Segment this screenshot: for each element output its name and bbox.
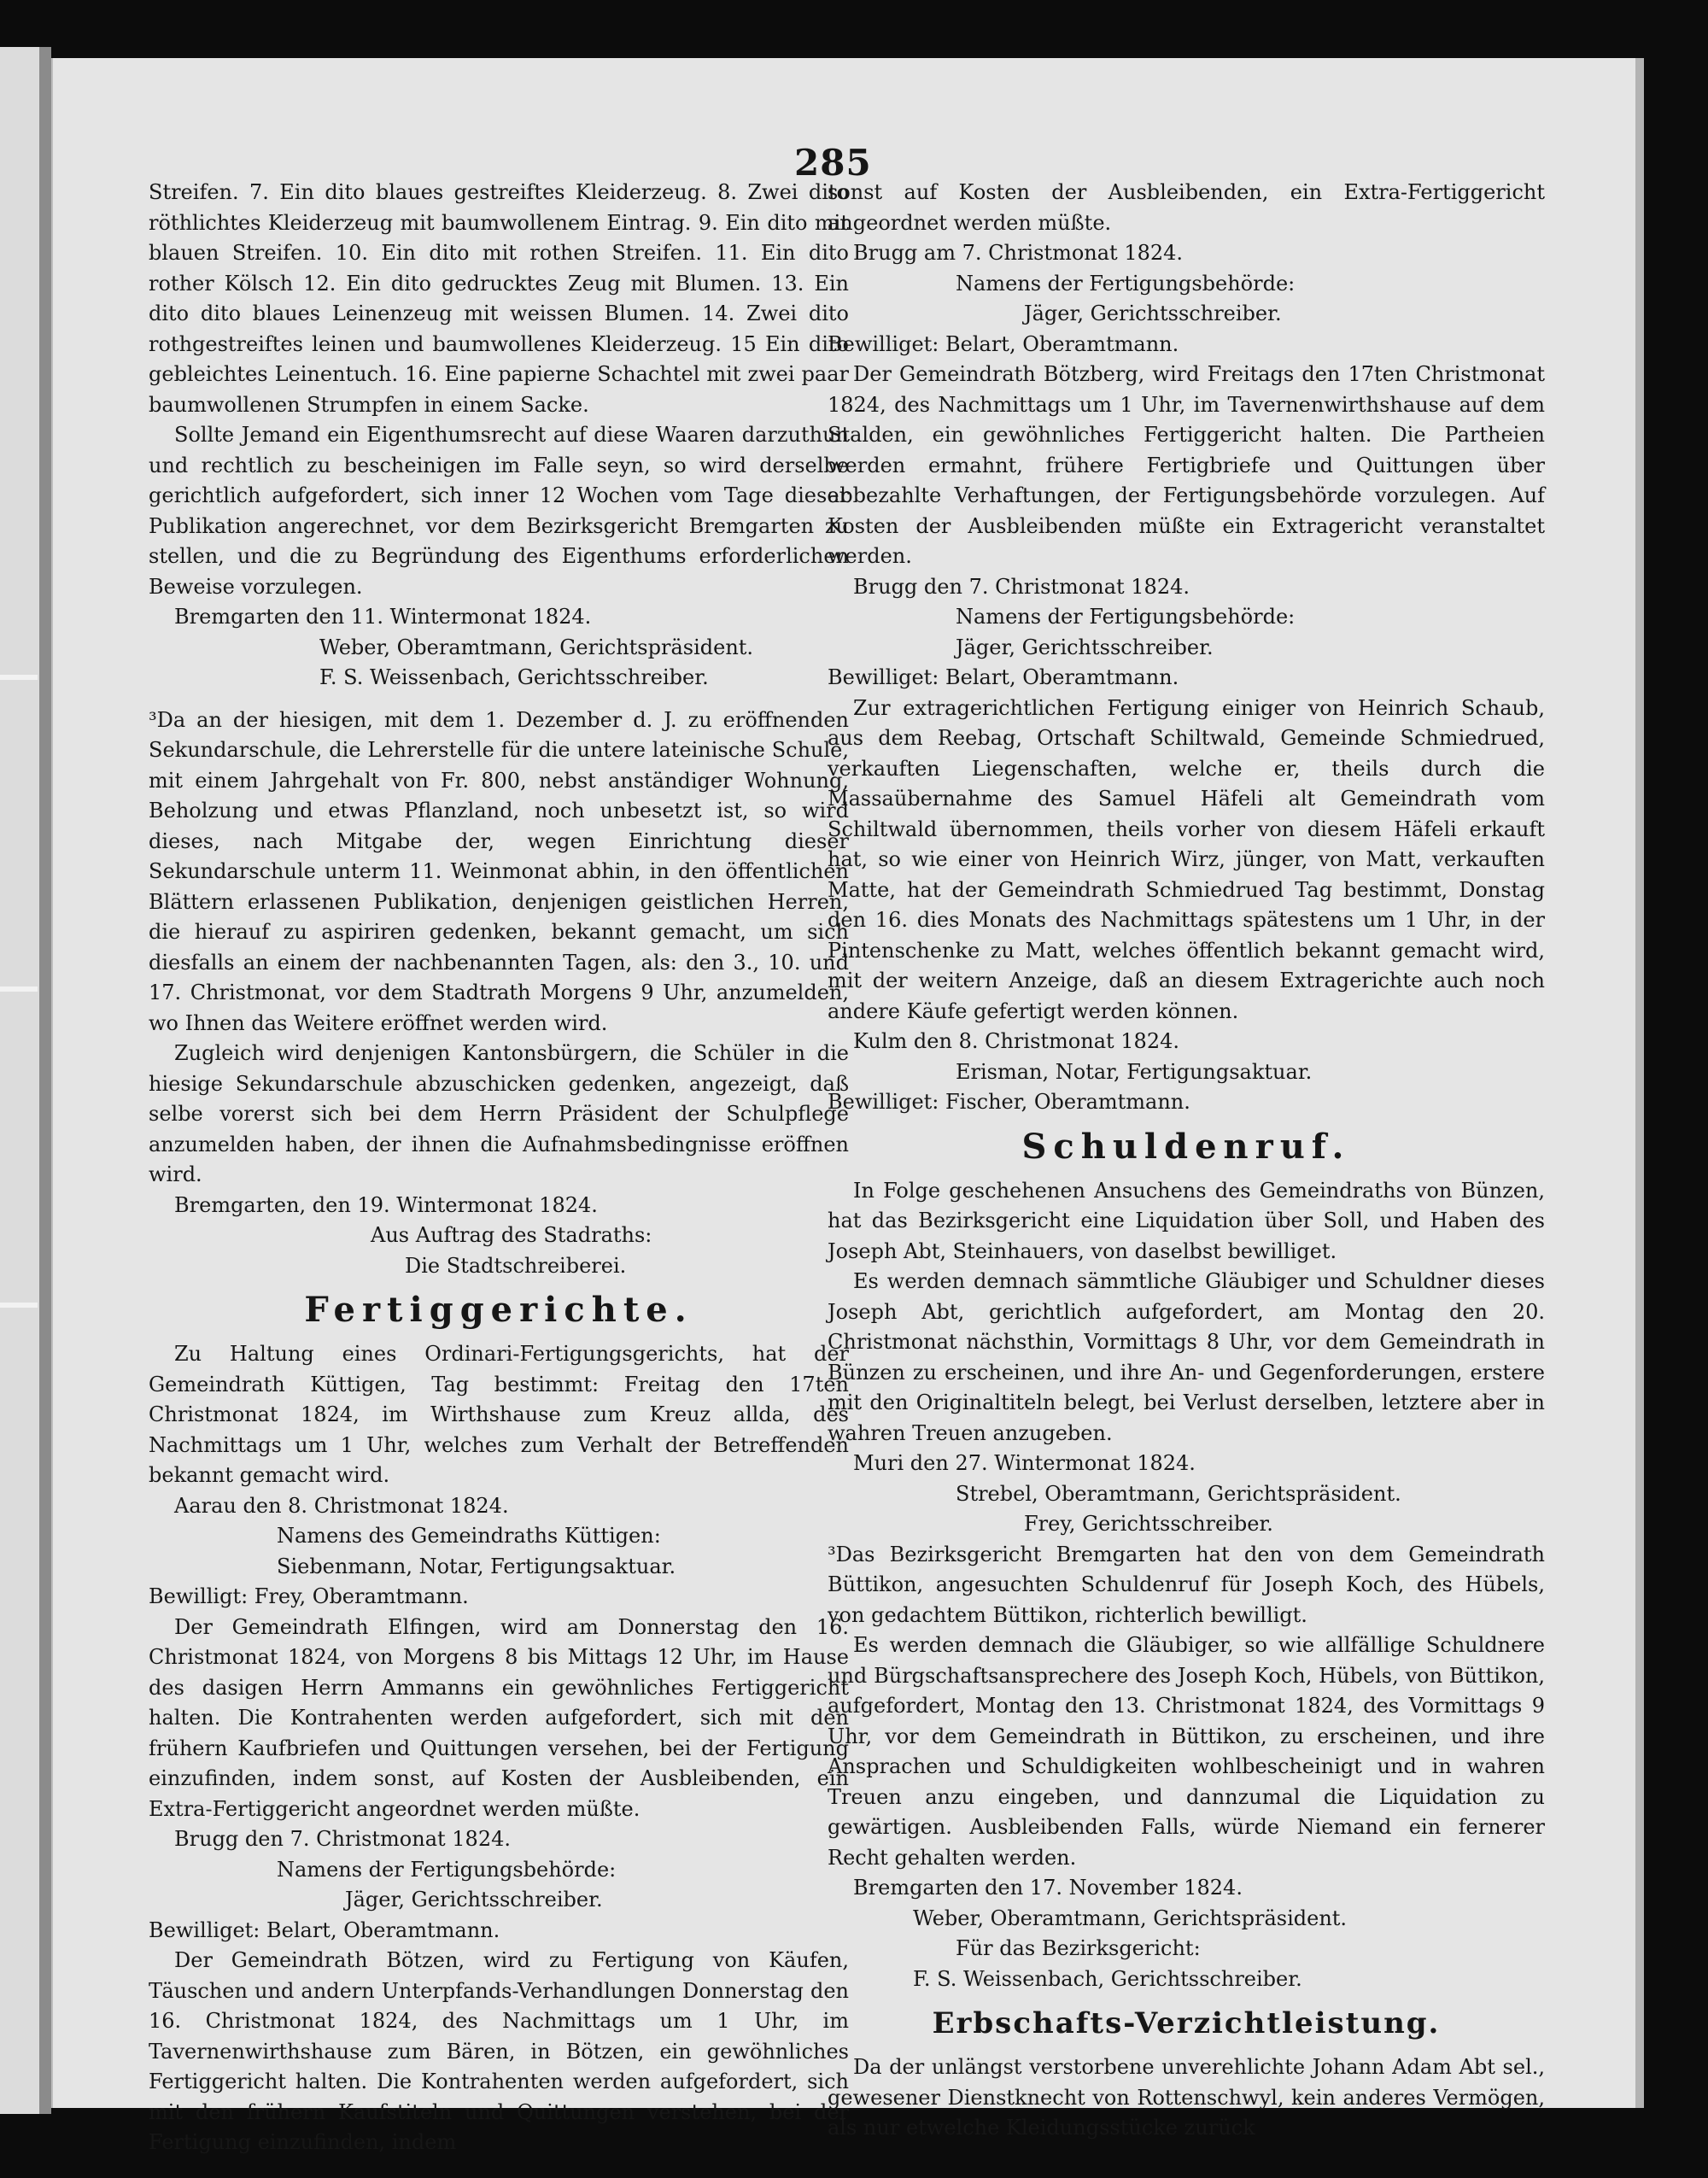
dateline: Brugg den 7. Christmonat 1824. (853, 574, 1190, 599)
signature: Namens des Gemeindraths Küttigen: (277, 1524, 661, 1548)
paragraph: Da der unlängst verstorbene unverehlichte Johann Adam Abt sel., gewesener Dienstknecht von Rottenschwyl, kein anderes Vermögen, als nur etwelche Kleidungsstücke zurück (828, 2055, 1545, 2140)
paragraph: ³Das Bezirksgericht Bremgarten hat den von dem Gemeindrath Büttikon, angesuchten Schuldenruf für Joseph Koch, des Hübels, von gedachtem Büttikon, richterlich bewilligt. (828, 1542, 1545, 1627)
section-heading: Erbschafts-Verzichtleistung. (932, 2006, 1441, 2040)
signature: Aus Auftrag des Stadraths: (371, 1223, 652, 1247)
signature: Erisman, Notar, Fertigungsaktuar. (956, 1059, 1313, 1084)
dateline: Brugg den 7. Christmonat 1824. (174, 1827, 511, 1851)
paragraph: Zu Haltung eines Ordinari-Fertigungsgerichts, hat der Gemeindrath Küttigen, Tag bestimmt: Freitag den 17ten Christmonat 1824, im Wirthshause zum Kreuz allda, des Nachmittags um 1 Uhr, welches zum Verhalt der Betreffenden bekannt gemacht wird. (149, 1342, 849, 1487)
signature: Die Stadtschreiberei. (405, 1253, 627, 1278)
signature: F. S. Weissenbach, Gerichtsschreiber. (319, 665, 709, 689)
section-heading: Fertiggerichte. (304, 1290, 693, 1330)
page-edge (1635, 58, 1644, 2108)
binding-stitch (0, 987, 38, 992)
signature: Frey, Gerichtsschreiber. (1024, 1512, 1273, 1536)
signature: Für das Bezirksgericht: (956, 1936, 1201, 1960)
paragraph: Der Gemeindrath Bötzberg, wird Freitags den 17ten Christmonat 1824, des Nachmittags um 1 Uhr, im Tavernenwirthshause auf dem Stalden, ein gewöhnliches Fertiggericht halten. Die Partheien werden ermahnt, frühere Fertigbriefe und Quittungen über abbezahlte Verhaftungen, der Fertigungsbehörde vorzulegen. Auf Kosten der Ausbleibenden müßte ein Extragericht veranstaltet werden. (828, 362, 1545, 568)
paragraph: Sollte Jemand ein Eigenthumsrecht auf diese Waaren darzuthun und rechtlich zu bescheinigen im Falle seyn, so wird derselbe gerichtlich aufgefordert, sich inner 12 Wochen vom Tage dieser Publikation angerechnet, vor dem Bezirksgericht Bremgarten zu stellen, und die zu Begründung des Eigenthums erforderlichen Beweise vorzulegen. (149, 423, 849, 599)
previous-page-edge (0, 47, 39, 2114)
approval: Bewilligt: Frey, Oberamtmann. (149, 1584, 469, 1608)
signature: Weber, Oberamtmann, Gerichtspräsident. (913, 1906, 1348, 1930)
right-column (828, 178, 1545, 2144)
dateline: Kulm den 8. Christmonat 1824. (853, 1029, 1179, 1053)
signature: Jäger, Gerichtsschreiber. (1024, 302, 1282, 325)
dateline: Bremgarten den 11. Wintermonat 1824. (174, 605, 592, 629)
paragraph: Der Gemeindrath Bötzen, wird zu Fertigung von Käufen, Täuschen und andern Unterpfands-Verhandlungen Donnerstag den 16. Christmonat 1824, des Nachmittags um 1 Uhr, im Tavernenwirthshause zum Bären, in Bötzen, ein gewöhnliches Fertiggericht halten. Die Kontrahenten werden aufgefordert, sich mit den frühern Kaufstiteln und Quittungen verstehen, bei der Fertigung einzufinden, indem (149, 1948, 849, 2154)
approval: Bewilliget: Belart, Oberamtmann. (828, 331, 1179, 356)
dateline: Bremgarten, den 19. Wintermonat 1824. (174, 1192, 598, 1217)
signature: Namens der Fertigungsbehörde: (956, 605, 1296, 629)
paragraph: Zur extragerichtlichen Fertigung einiger von Heinrich Schaub, aus dem Reebag, Ortschaft Schiltwald, Gemeinde Schmiedrued, verkauften Liegenschaften, welche er, theils durch die Massaübernahme des Samuel Häfeli alt Gemeindrath vom Schiltwald übernommen, theils vorher von diesem Häfeli erkauft hat, so wie einer von Heinrich Wirz, jünger, von Matt, verkauften Matte, hat der Gemeindrath Schmiedrued Tag bestimmt, Donstag den 16. dies Monats des Nachmittags spätestens um 1 Uhr, in der Pintenschenke zu Matt, welches öffentlich bekannt gemacht wird, mit der weitern Anzeige, daß an diesem Extragerichte auch noch andere Käufe gefertigt werden können. (828, 695, 1545, 1023)
binding-stitch (0, 675, 38, 680)
left-column (149, 178, 849, 2158)
paragraph: Der Gemeindrath Elfingen, wird am Donnerstag den 16. Christmonat 1824, von Morgens 8 bis Mittags 12 Uhr, im Hause des dasigen Herrn Ammanns ein gewöhnliches Fertiggericht halten. Die Kontrahenten werden aufgefordert, sich mit den frühern Kaufbriefen und Quittungen versehen, bei der Fertigung einzufinden, indem sonst, auf Kosten der Ausbleibenden, ein Extra-Fertiggericht angeordnet werden müßte. (149, 1614, 849, 1821)
paragraph: Streifen. 7. Ein dito blaues gestreiftes Kleiderzeug. 8. Zwei dito röthlichtes Kleiderzeug mit baumwollenem Eintrag. 9. Ein dito mit blauen Streifen. 10. Ein dito mit rothen Streifen. 11. Ein dito rother Kölsch 12. Ein dito gedrucktes Zeug mit Blumen. 13. Ein dito dito blaues Leinenzeug mit weissen Blumen. 14. Zwei dito rothgestreiftes leinen und baumwollenes Kleiderzeug. 15 Ein dito gebleichtes Leinentuch. 16. Eine papierne Schachtel mit zwei paar baumwollenen Strumpfen in einem Sacke. (149, 180, 849, 417)
signature: Strebel, Oberamtmann, Gerichtspräsident. (956, 1481, 1401, 1506)
signature: Jäger, Gerichtsschreiber. (345, 1888, 603, 1912)
gutter-shadow (39, 47, 51, 2114)
approval: Bewilliget: Belart, Oberamtmann. (149, 1917, 500, 1942)
signature: Namens der Fertigungsbehörde: (956, 271, 1296, 296)
dateline: Muri den 27. Wintermonat 1824. (853, 1451, 1196, 1475)
paragraph: Es werden demnach sämmtliche Gläubiger und Schuldner dieses Joseph Abt, gerichtlich aufgefordert, am Montag den 20. Christmonat nächsthin, Vormittags 8 Uhr, vor dem Gemeindrath in Bünzen zu erscheinen, und ihre An- und Gegenforderungen, erstere mit den Originaltiteln belegt, bei Verlust derselben, letztere aber in wahren Treuen anzugeben. (828, 1269, 1545, 1445)
signature: F. S. Weissenbach, Gerichtsschreiber. (913, 1966, 1302, 1991)
signature: Jäger, Gerichtsschreiber. (956, 635, 1214, 659)
paragraph: Zugleich wird denjenigen Kantonsbürgern, die Schüler in die hiesige Sekundarschule abzuschicken gedenken, angezeigt, daß selbe vorerst sich bei dem Herrn Präsident der Schulpflege anzumelden haben, der ihnen die Aufnahmsbedingnisse eröffnen wird. (149, 1041, 849, 1186)
dateline: Aarau den 8. Christmonat 1824. (174, 1493, 509, 1518)
paragraph: Es werden demnach die Gläubiger, so wie allfällige Schuldnere und Bürgschaftsansprechere des Joseph Koch, Hübels, von Büttikon, aufgefordert, Montag den 13. Christmonat 1824, des Vormittags 9 Uhr, vor dem Gemeindrath in Büttikon, zu erscheinen, und ihre Ansprachen und Schuldigkeiten wohlbescheinigt und in wahren Treuen anzu eingeben, und dannzumal die Liquidation zu gewärtigen. Ausbleibenden Falls, würde Niemand ein fernerer Recht gehalten werden. (828, 1633, 1545, 1870)
paragraph: sonst auf Kosten der Ausbleibenden, ein Extra-Fertiggericht angeordnet werden müßte. (828, 180, 1545, 235)
scanned-page (51, 58, 1637, 2154)
approval: Bewilliget: Fischer, Oberamtmann. (828, 1090, 1190, 1114)
paragraph: ³Da an der hiesigen, mit dem 1. Dezember d. J. zu eröffnenden Sekundarschule, die Lehrerstelle für die untere lateinische Schule, mit einem Jahrgehalt von Fr. 800, nebst anständiger Wohnung, Beholzung und etwas Pflanzland, noch unbesetzt ist, so wird dieses, nach Mitgabe der, wegen Einrichtung dieser Sekundarschule unterm 11. Weinmonat abhin, in den öffentlichen Blättern erlassenen Publikation, denjenigen geistlichen Herren, die hierauf zu aspiriren gedenken, bekannt gemacht, um sich diesfalls an einem der nachbenannten Tagen, als: den 3., 10. und 17. Christmonat, vor dem Stadtrath Morgens 9 Uhr, anzumelden, wo Ihnen das Weitere eröffnet werden wird. (149, 707, 849, 1035)
paragraph: In Folge geschehenen Ansuchens des Gemeindraths von Bünzen, hat das Bezirksgericht eine Liquidation über Soll, und Haben des Joseph Abt, Steinhauers, von daselbst bewilliget. (828, 1178, 1545, 1263)
signature: Namens der Fertigungsbehörde: (277, 1857, 617, 1882)
section-heading: Schuldenruf. (1021, 1126, 1351, 1167)
signature: Weber, Oberamtmann, Gerichtspräsident. (319, 635, 754, 659)
signature: Siebenmann, Notar, Fertigungsaktuar. (277, 1554, 676, 1578)
page-number: 285 (794, 142, 872, 184)
binding-stitch (0, 1303, 38, 1308)
dateline: Brugg am 7. Christmonat 1824. (853, 241, 1184, 265)
dateline: Bremgarten den 17. November 1824. (853, 1876, 1243, 1900)
approval: Bewilliget: Belart, Oberamtmann. (828, 665, 1179, 689)
